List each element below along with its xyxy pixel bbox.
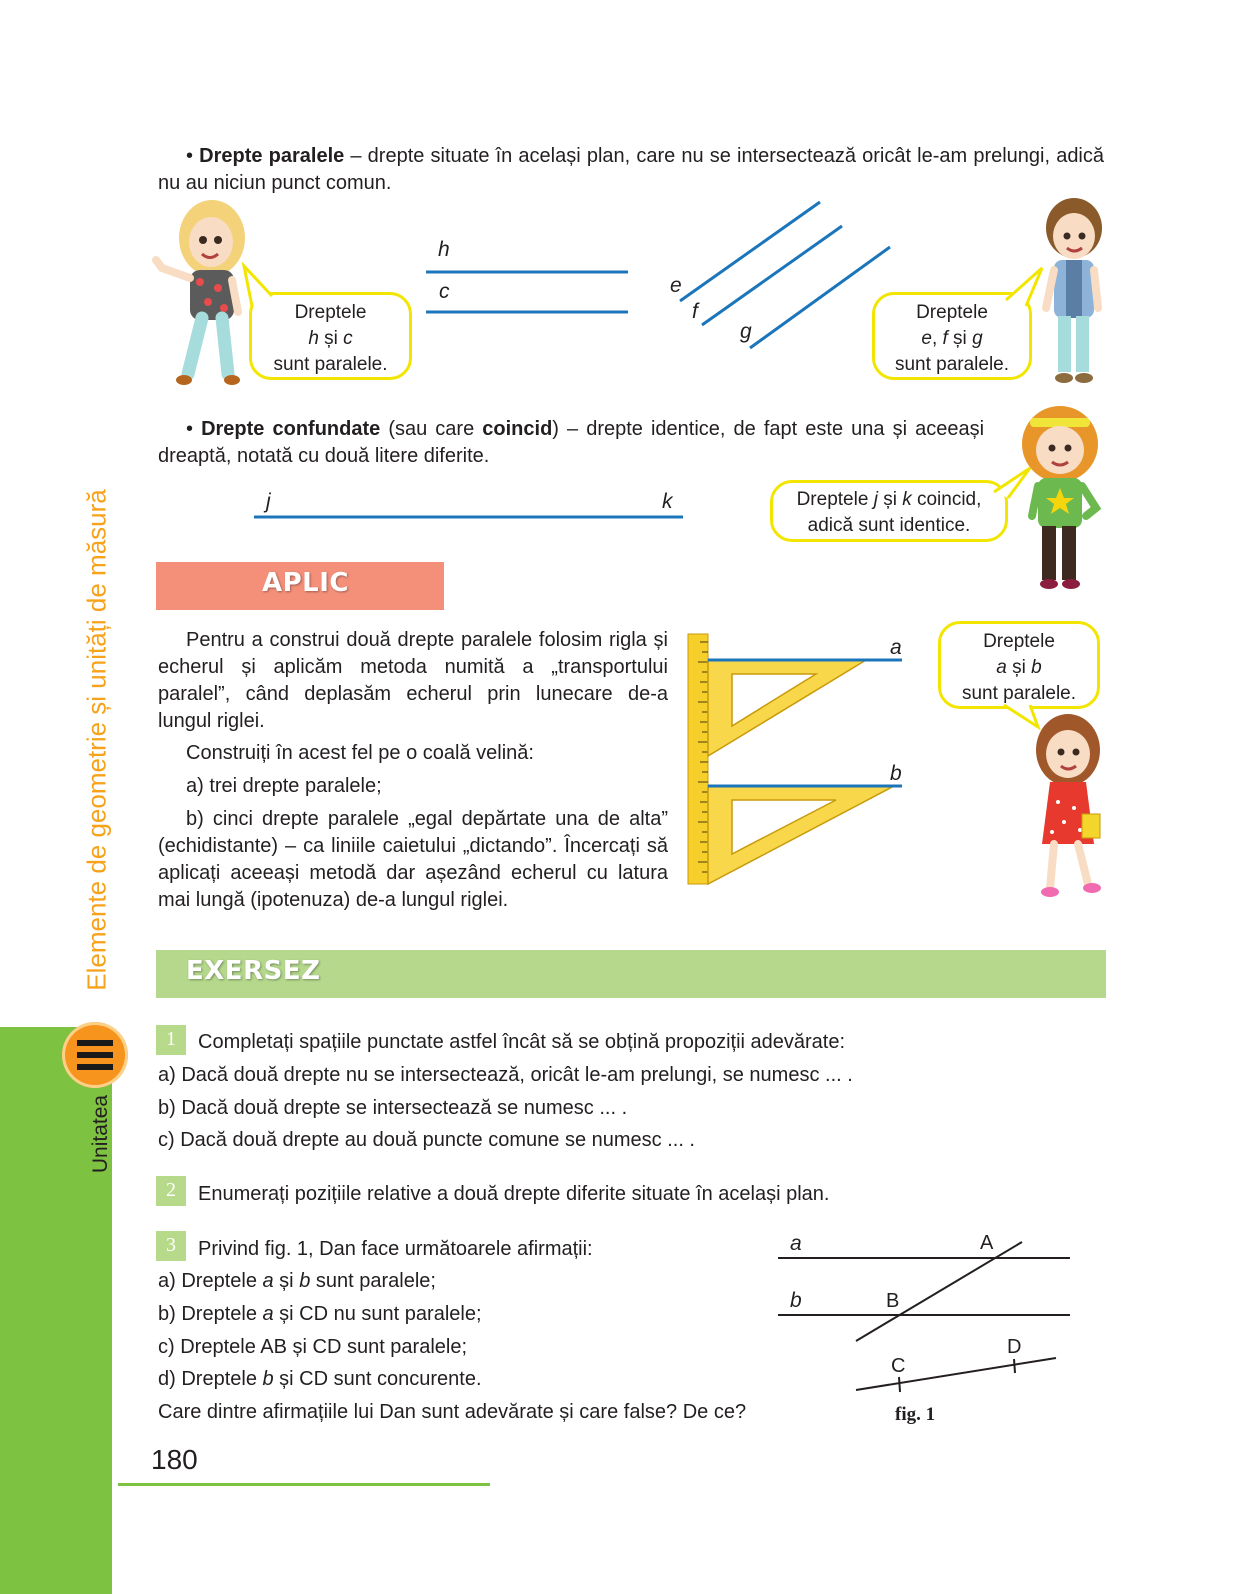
girl-left-illustration — [152, 198, 252, 392]
coincident-definition: • Drepte confundate (sau care coincid) – drepte identice, de fapt este una și aceeași dreaptă, notată cu două litere diferite. — [158, 418, 985, 467]
boy-right-illustration — [1036, 196, 1106, 388]
label-c: c — [439, 280, 450, 303]
label-g: g — [740, 320, 752, 343]
exersez-heading-band — [156, 950, 1106, 998]
footer-rule — [118, 1483, 490, 1486]
exercise-3-number: 3 — [156, 1231, 186, 1261]
fig1-caption: fig. 1 — [895, 1404, 936, 1425]
figure-1-lines — [770, 1230, 1080, 1410]
exercise-2-text: Enumerați pozițiile relative a două drepte diferite situate în același plan. — [198, 1183, 830, 1205]
exercise-3-c: c) Dreptele AB și CD sunt paralele; — [158, 1336, 468, 1358]
girl-curly-illustration — [1016, 400, 1108, 590]
ruler-set-square-illustration — [686, 630, 906, 888]
aplic-item-b: b) cinci drepte paralele „egal depărtate una de alta” (echidistante) – ca liniile caietului „dictando”. Încercați să aplicați aceeași metodă dar așezând echerul cu latura mai lungă (ipotenuza) de-a lungul riglei. — [158, 808, 668, 911]
exercise-1-text: Completați spațiile punctate astfel încât să se obțină propoziții adevărate: — [198, 1031, 846, 1053]
exercise-1-c: c) Dacă două drepte au două puncte comune se numesc ... . — [158, 1129, 695, 1151]
parallel-definition: • Drepte paralele – drepte situate în același plan, care nu se intersectează oricât le-am prelungi, adică nu au niciun punct comun. — [158, 145, 1105, 194]
aplic-paragraph-1: Pentru a construi două drepte paralele folosim rigla și echerul și aplicăm metoda numită a „transportului paralel”, când deplasăm echerul prin lunecare de-a lungul riglei. — [158, 629, 668, 732]
aplic-heading-band — [156, 562, 444, 610]
aplic-heading: APLIC — [262, 568, 349, 598]
exercise-1-a: a) Dacă două drepte nu se intersectează, oricât le-am prelungi, se numesc ... . — [158, 1064, 853, 1086]
bubble-jk-coincide: Dreptele j și k coincid, adică sunt identice. — [770, 480, 1008, 542]
exercise-3-a: a) Dreptele a și b sunt paralele; — [158, 1270, 436, 1292]
bubble-hc-parallel: Dreptele h și c sunt paralele. — [249, 292, 412, 380]
bubble-efg-parallel: Dreptele e, f și g sunt paralele. — [872, 292, 1032, 380]
fig1-label-a: a — [790, 1232, 802, 1255]
label-j: j — [266, 490, 271, 513]
label-e: e — [670, 274, 682, 297]
bubble-hc-tail — [240, 262, 280, 308]
exercise-3-question: Care dintre afirmațiile lui Dan sunt adevărate și care false? De ce? — [158, 1401, 747, 1423]
label-a-ruler: a — [890, 636, 902, 659]
exercise-1-b: b) Dacă două drepte se intersectează se numesc ... . — [158, 1097, 628, 1119]
unit-badge — [62, 1022, 128, 1088]
exercise-1-number: 1 — [156, 1025, 186, 1055]
aplic-item-a: a) trei drepte paralele; — [186, 775, 382, 797]
exercise-2-number: 2 — [156, 1176, 186, 1206]
page-number: 180 — [151, 1444, 198, 1475]
fig1-point-A: A — [980, 1232, 994, 1254]
exercise-3-text: Privind fig. 1, Dan face următoarele afirmații: — [198, 1238, 593, 1260]
parallel-lines-efg — [660, 195, 900, 355]
girl-red-dress-illustration — [1030, 712, 1110, 902]
bubble-ab-parallel: Dreptele a și b sunt paralele. — [938, 621, 1100, 709]
fig1-point-B: B — [886, 1290, 900, 1312]
coincident-line-jk — [250, 510, 690, 524]
fig1-label-b: b — [790, 1289, 802, 1312]
fig1-point-C: C — [891, 1355, 906, 1377]
parallel-lines-hc — [420, 236, 634, 320]
exercise-3-d: d) Dreptele b și CD sunt concurente. — [158, 1368, 482, 1390]
label-f: f — [692, 300, 698, 323]
exercise-3-b: b) Dreptele a și CD nu sunt paralele; — [158, 1303, 482, 1325]
label-b-ruler: b — [890, 762, 902, 785]
label-h: h — [438, 238, 450, 261]
fig1-point-D: D — [1007, 1336, 1022, 1358]
exersez-heading: EXERSEZ — [186, 956, 321, 986]
label-k: k — [662, 490, 673, 513]
aplic-paragraph-2: Construiți în acest fel pe o coală velină: — [186, 742, 534, 764]
roman-numeral-three-icon — [62, 1022, 128, 1088]
